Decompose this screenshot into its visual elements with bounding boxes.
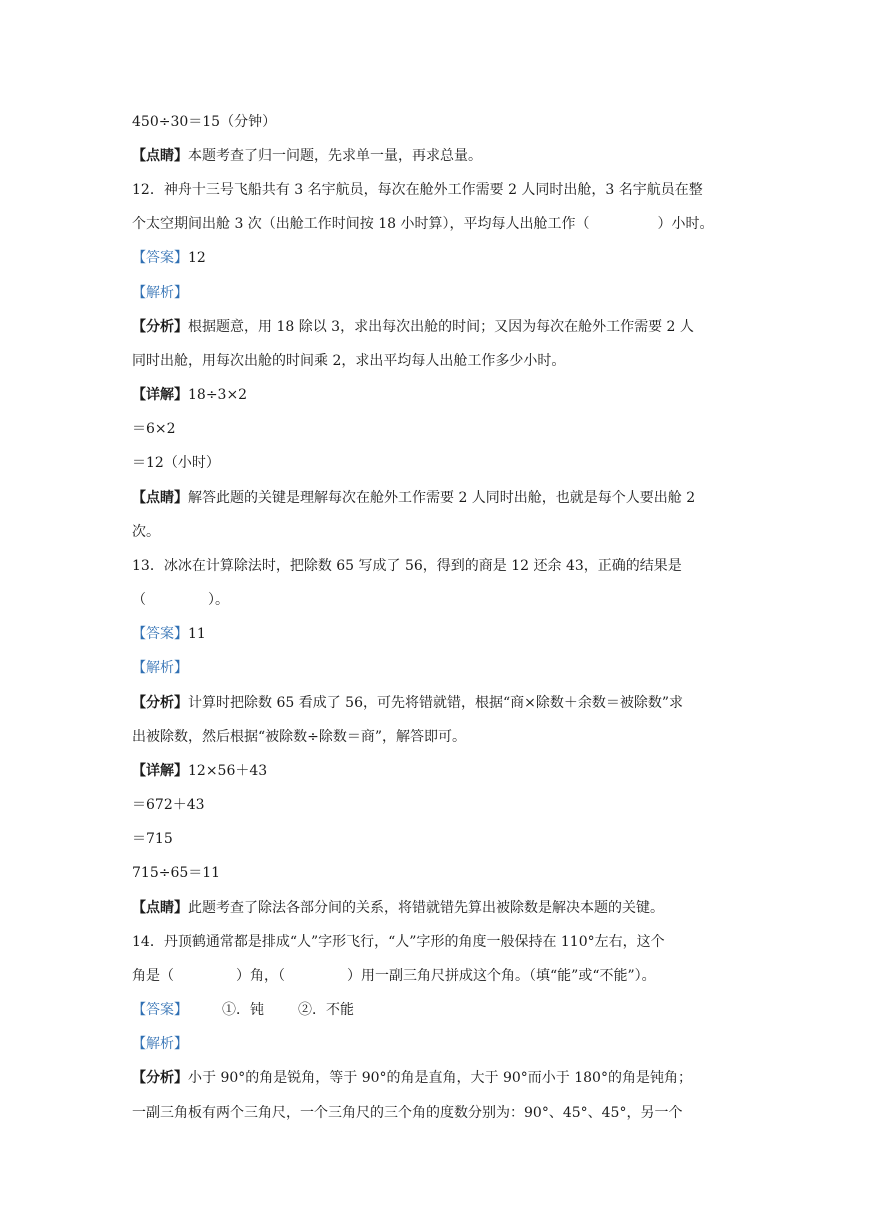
detail-line xyxy=(132,761,742,781)
body-text: 出被除数，然后根据“被除数÷除数＝商”，解答即可。 xyxy=(132,729,467,745)
text-line xyxy=(132,419,742,439)
body-text: 根据题意，用 18 除以 3，求出每次出舱的时间；又因为每次在舱外工作需要 2 人 xyxy=(188,319,694,335)
answer-value: ②．不能 xyxy=(298,1002,354,1018)
daan-label: 【答案】 xyxy=(132,626,188,642)
fenxi-label: 【分析】 xyxy=(132,1070,188,1086)
calc-text: ＝715 xyxy=(132,831,173,847)
jiexi-line xyxy=(132,1034,742,1054)
question-13 xyxy=(132,556,742,576)
text-line xyxy=(132,863,742,883)
body-text: 此题考查了除法各部分间的关系，将错就错先算出被除数是解决本题的关键。 xyxy=(188,900,664,916)
question-14-cont xyxy=(132,966,742,986)
question-14 xyxy=(132,932,742,952)
body-text: 本题考查了归一问题，先求单一量，再求总量。 xyxy=(188,148,482,164)
body-text: 一副三角板有两个三角尺，一个三角尺的三个角的度数分别为：90°、45°、45°，另一个 xyxy=(132,1105,683,1121)
question-text: ）。 xyxy=(208,592,229,608)
answer-value: 12 xyxy=(188,250,206,266)
analysis-line xyxy=(132,1068,742,1088)
jiexi-line xyxy=(132,658,742,678)
dianjing-label: 【点睛】 xyxy=(132,148,188,164)
calc-text: 450÷30＝15（分钟） xyxy=(132,114,277,130)
answer-line xyxy=(132,624,742,644)
analysis-line xyxy=(132,317,742,337)
dianjing-label: 【点睛】 xyxy=(132,490,188,506)
answer-line xyxy=(132,1000,742,1020)
text-line xyxy=(132,829,742,849)
question-12-cont xyxy=(132,214,742,234)
question-text: ）角，（ xyxy=(236,968,285,984)
xiangjie-label: 【详解】 xyxy=(132,387,188,403)
question-text: 14．丹顶鹤通常都是排成“人”字形飞行，“人”字形的角度一般保持在 110°左右，这个 xyxy=(132,934,665,950)
answer-line xyxy=(132,248,742,268)
calc-text: ＝6×2 xyxy=(132,421,176,437)
text-line xyxy=(132,112,742,132)
jiexi-label: 【解析】 xyxy=(132,660,188,676)
question-text: 角是（ xyxy=(132,968,174,984)
daan-label: 【答案】 xyxy=(132,1002,188,1018)
calc-text: ＝672＋43 xyxy=(132,797,205,813)
calc-text: 715÷65＝11 xyxy=(132,865,221,881)
detail-line xyxy=(132,385,742,405)
jiexi-line xyxy=(132,283,742,303)
calc-text: 12×56＋43 xyxy=(188,763,268,779)
xiangjie-label: 【详解】 xyxy=(132,763,188,779)
body-text: 次。 xyxy=(132,524,160,540)
daan-label: 【答案】 xyxy=(132,250,188,266)
calc-text: 18÷3×2 xyxy=(188,387,248,403)
text-line xyxy=(132,522,742,542)
text-line xyxy=(132,795,742,815)
body-text: 小于 90°的角是锐角，等于 90°的角是直角，大于 90°而小于 180°的角是钝角； xyxy=(188,1070,692,1086)
dianjing-label: 【点睛】 xyxy=(132,900,188,916)
jiexi-label: 【解析】 xyxy=(132,1036,188,1052)
question-text: 12．神舟十三号飞船共有 3 名宇航员，每次在舱外工作需要 2 人同时出舱，3 名宇航员在整 xyxy=(132,182,703,198)
text-line xyxy=(132,146,742,166)
question-12 xyxy=(132,180,742,200)
body-text: 计算时把除数 65 看成了 56，可先将错就错，根据“商×除数＋余数＝被除数”求 xyxy=(188,695,684,711)
fenxi-label: 【分析】 xyxy=(132,319,188,335)
dianjing-line xyxy=(132,898,742,918)
question-text: （ xyxy=(132,592,146,608)
answer-value: 11 xyxy=(188,626,206,642)
question-text: ）小时。 xyxy=(657,216,714,232)
jiexi-label: 【解析】 xyxy=(132,285,188,301)
dianjing-line xyxy=(132,488,742,508)
answer-value: ①．钝 xyxy=(222,1002,264,1018)
body-text: 解答此题的关键是理解每次在舱外工作需要 2 人同时出舱，也就是每个人要出舱 2 xyxy=(188,490,696,506)
question-text: ）用一副三角尺拼成这个角。（填“能”或“不能”）。 xyxy=(347,968,656,984)
text-line xyxy=(132,453,742,473)
text-line xyxy=(132,351,742,371)
text-line xyxy=(132,727,742,747)
fenxi-label: 【分析】 xyxy=(132,695,188,711)
analysis-line xyxy=(132,693,742,713)
calc-text: ＝12（小时） xyxy=(132,455,220,471)
question-text: 13．冰冰在计算除法时，把除数 65 写成了 56，得到的商是 12 还余 43，正确的结果是 xyxy=(132,558,682,574)
question-13-cont xyxy=(132,590,742,610)
text-line xyxy=(132,1103,742,1123)
question-text: 个太空期间出舱 3 次（出舱工作时间按 18 小时算），平均每人出舱工作（ xyxy=(132,216,590,232)
body-text: 同时出舱，用每次出舱的时间乘 2，求出平均每人出舱工作多少小时。 xyxy=(132,353,566,369)
